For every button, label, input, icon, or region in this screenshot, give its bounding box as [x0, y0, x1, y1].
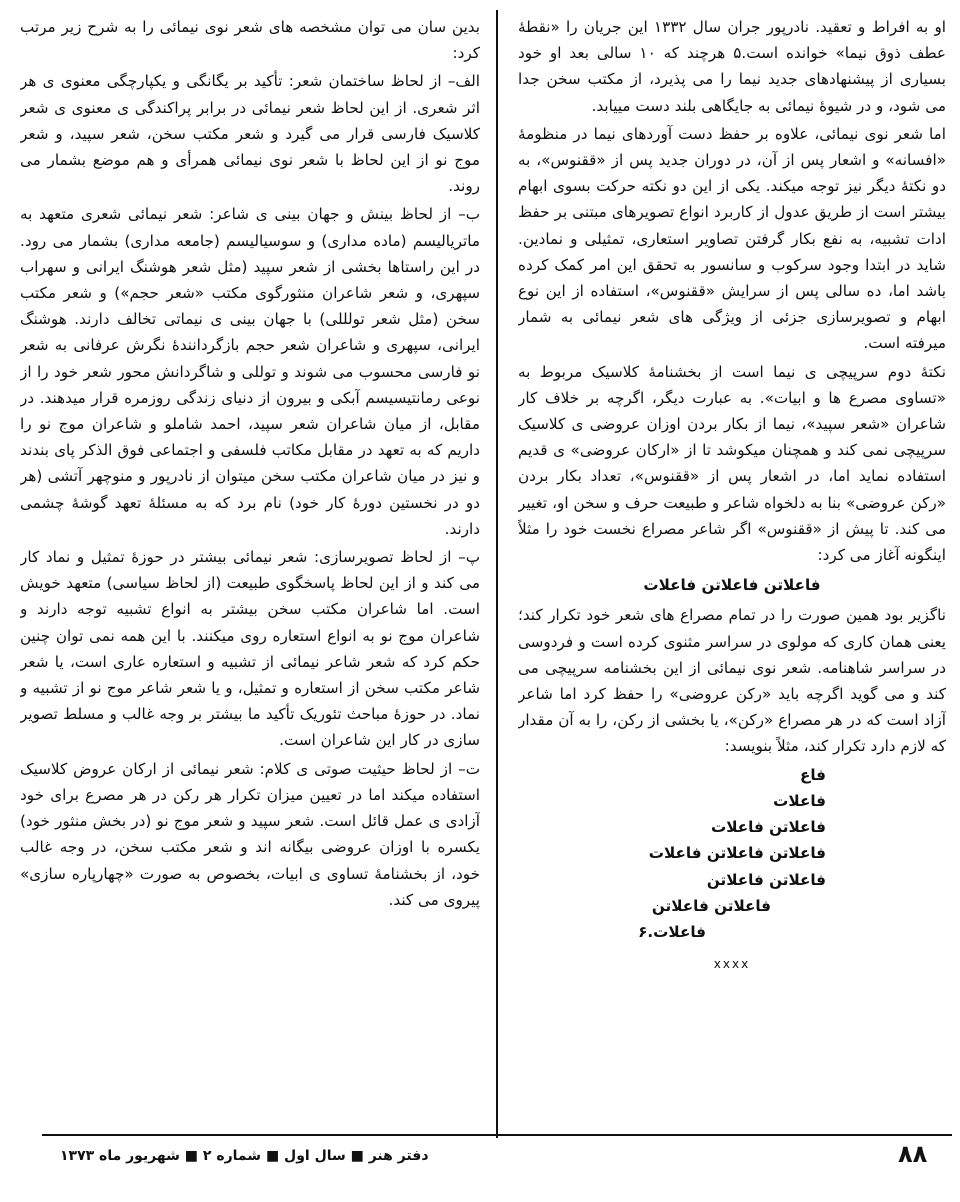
stair-line-6: فاعلاتن فاعلاتن	[651, 896, 771, 915]
page-number: ۸۸	[898, 1140, 928, 1168]
left-column	[20, 14, 480, 1136]
left-paragraph-intro: بدین سان می توان مشخصه های شعر نوی نیمائی را به شرح زیر مرتب کرد:	[20, 18, 480, 63]
stair-line-1: فاع	[799, 765, 826, 784]
stair-line-2: فاعلات	[773, 791, 826, 810]
left-paragraph-be: ب– از لحاظ بینش و جهان بینی ی شاعر: شعر نیمائی شعری متعهد به ماتریالیسم (ماده مداری) و سوسیالیسم (جامعه مداری) بشمار می رود. در این راستاها بخشی از شعر سپید (مثل شعر هوشنگ ایرانی و سهراب سپهری، و شعر شاعران منثورگوی مکتب «شعر حجم») و شعر مکتب سخن (مثل شعر تولللی) با جهان بینی ی نیماتی تخالف دارند. هوشنگ ایرانی، سپهری و شاعران شعر حجم بازگردانندهٔ نگرش عرفانی به شعر نو فارسی محسوب می شوند و توللی و شاگردانش محور شعر خود را از نوعی رمانتیسیسم آبکی و بیرون از دنیای زندگی روزمره قرار میدهند. در مقابل، از میان شاعران شعر سپید، احمد شاملو و شاعران موج نو را داریم که به تعهد در مقابل مکاتب فلسفی و اجتماعی فوق الذکر پای بندند و نیز در میان شاعران مکتب سخن میتوان از نادرپور و منوچهر آتشی (هر دو در نخستین دورهٔ کار خود) نام برد که به مسئلهٔ تعهد گوشهٔ چشمی دارند.	[20, 205, 480, 538]
right-paragraph-2: اما شعر نوی نیمائی، علاوه بر حفظ دست آوردهای نیما در منظومهٔ «افسانه» و اشعار پس از آن، در دوران جدید پس از «ققنوس»، به دو نکتهٔ دیگر نیز توجه میکند. یکی از این دو نکته حرکت بسوی ابهام بیشتر است از طریق عدول از کاربرد انواع تصویرهای مبتنی بر حفظ ادات تشبیه، به نفع بکار گرفتن تصاویر استعاری، تمثیلی و نمادین. شاید در ابتدا وجود سرکوب و سانسور به تحقق این امر کمک کرده باشد اما، ده سالی پس از سرایش «ققنوس»، استفاده از این نوع ابهام و تصویرسازی جزئی از ویژگی های شعر نیمائی به شمار میرفته است.	[518, 124, 946, 353]
column-divider	[496, 10, 498, 1138]
section-separator: xxxx	[713, 957, 751, 972]
publication-info: دفتر هنر ■ سال اول ■ شماره ۲ ■ شهریور ماه ۱۳۷۳	[60, 1148, 429, 1164]
left-paragraph-pe: پ– از لحاظ تصویرسازی: شعر نیمائی بیشتر در حوزهٔ تمثیل و نماد کار می کند و از این لحاظ پاسخگوی طبیعت (از لحاظ سیاسی) متعهد خویش است. اما شاعران مکتب سخن بیشتر به انواع تشبیه توجه دارند و شاعران موج نو به انواع استعاره روی میکنند. با این همه نمی توان چنین حکم کرد که شعر شاعر نیمائی از تشبیه و استعاره عاری است، یا شعر شاعر مکتب سخن از استعاره و تمثیل، و یا شعر شاعر موج نو از تشبیه و نماد. در حوزهٔ مباحث تئوریک تأکید ما بیشتر بر وجه غالب و مسلط تصویر سازی در کار این شاعران است.	[20, 548, 480, 750]
left-paragraph-te: ت– از لحاظ حیثیت صوتی ی کلام: شعر نیمائی از ارکان عروض کلاسیک استفاده میکند اما در تعیین میزان تکرار هر رکن در هر مصرع برای خود آزادی ی عمل قائل است. شعر سپید و شعر موج نو (در بخش منثور خود) یکسره با اوزان عروضی بیگانه اند و شعر مکتب سخن، در وجه غالب خود، از بخشنامهٔ تساوی ی ابیات، بخصوص به صورت «چهارپاره سازی» پیروی می کند.	[20, 759, 480, 909]
right-column	[518, 14, 946, 1136]
right-paragraph-3: نکتهٔ دوم سرپیچی ی نیما است از بخشنامهٔ کلاسیک مربوط به «تساوی مصرع ها و ابیات». به عبارت دیگر، اگرچه بر خلاف کار شاعران «شعر سپید»، نیما از بکار بردن اوزان عروضی ی کلاسیک سرپیچی نمی کند و همچنان میکوشد تا از «ارکان عروضی» ی قدیم استفاده نماید اما، در اشعار پس از «ققنوس»، تعداد بکار بردن «رکن عروضی» بنا به دلخواه شاعر و طبیعت حرف و سخن او، تغییر می کند. تا پیش از «ققنوس» اگر شاعر مصراع نخست خود را مثلاً اینگونه آغاز می کرد:	[518, 362, 946, 565]
stair-line-4: فاعلاتن فاعلاتن فاعلات	[648, 844, 826, 863]
stair-line-5: فاعلاتن فاعلاتن	[706, 870, 826, 889]
stair-line-7: فاعلات.۶	[638, 922, 706, 941]
right-paragraph-4: ناگزیر بود همین صورت را در تمام مصراع های شعر خود تکرار کند؛ یعنی همان کاری که مولوی در سراسر مثنوی کرده است و فردوسی در سراسر شاهنامه. شعر نوی نیمائی از این بخشنامه سرپیچی می کند و می گوید اگرچه باید «رکن عروضی» را حفظ کرد اما شاعر آزاد است که در هر مصراع «رکن»، یا بخشی از رکن، را به آن مقدار که لازم دارد تکرار کند، مثلاً بنویسد:	[518, 606, 946, 756]
stair-line-3: فاعلاتن فاعلات	[710, 818, 826, 837]
footer-rule	[42, 1134, 952, 1136]
right-paragraph-1: او به افراط و تعقید. نادرپور جران سال ۱۳۳۲ این جریان را «نقطهٔ عطف ذوق نیما» خوانده است.۵ هرچند که ۱۰ سالی بعد او خود بسیاری از پیشنهادهای جدید نیما را می پذیرد، از مکتب سخن جدا می شود، و در شیوهٔ نیمائی به جایگاهی بلند دست مییابد.	[518, 18, 946, 115]
meter-line: فاعلاتن فاعلاتن فاعلات	[643, 576, 821, 595]
left-paragraph-alef: الف– از لحاظ ساختمان شعر: تأکید بر یگانگی و یکپارچگی معنوی ی هر اثر شعری. از این لحاظ شعر نیمائی در برابر پراکندگی ی معنوی ی شعر کلاسیک فارسی قرار می گیرد و شعر مکتب سخن، شعر سپید، و شعر موج نو از این لحاظ با شعر نوی نیمائی همرأی و هم موضع بشمار می روند.	[20, 72, 480, 196]
